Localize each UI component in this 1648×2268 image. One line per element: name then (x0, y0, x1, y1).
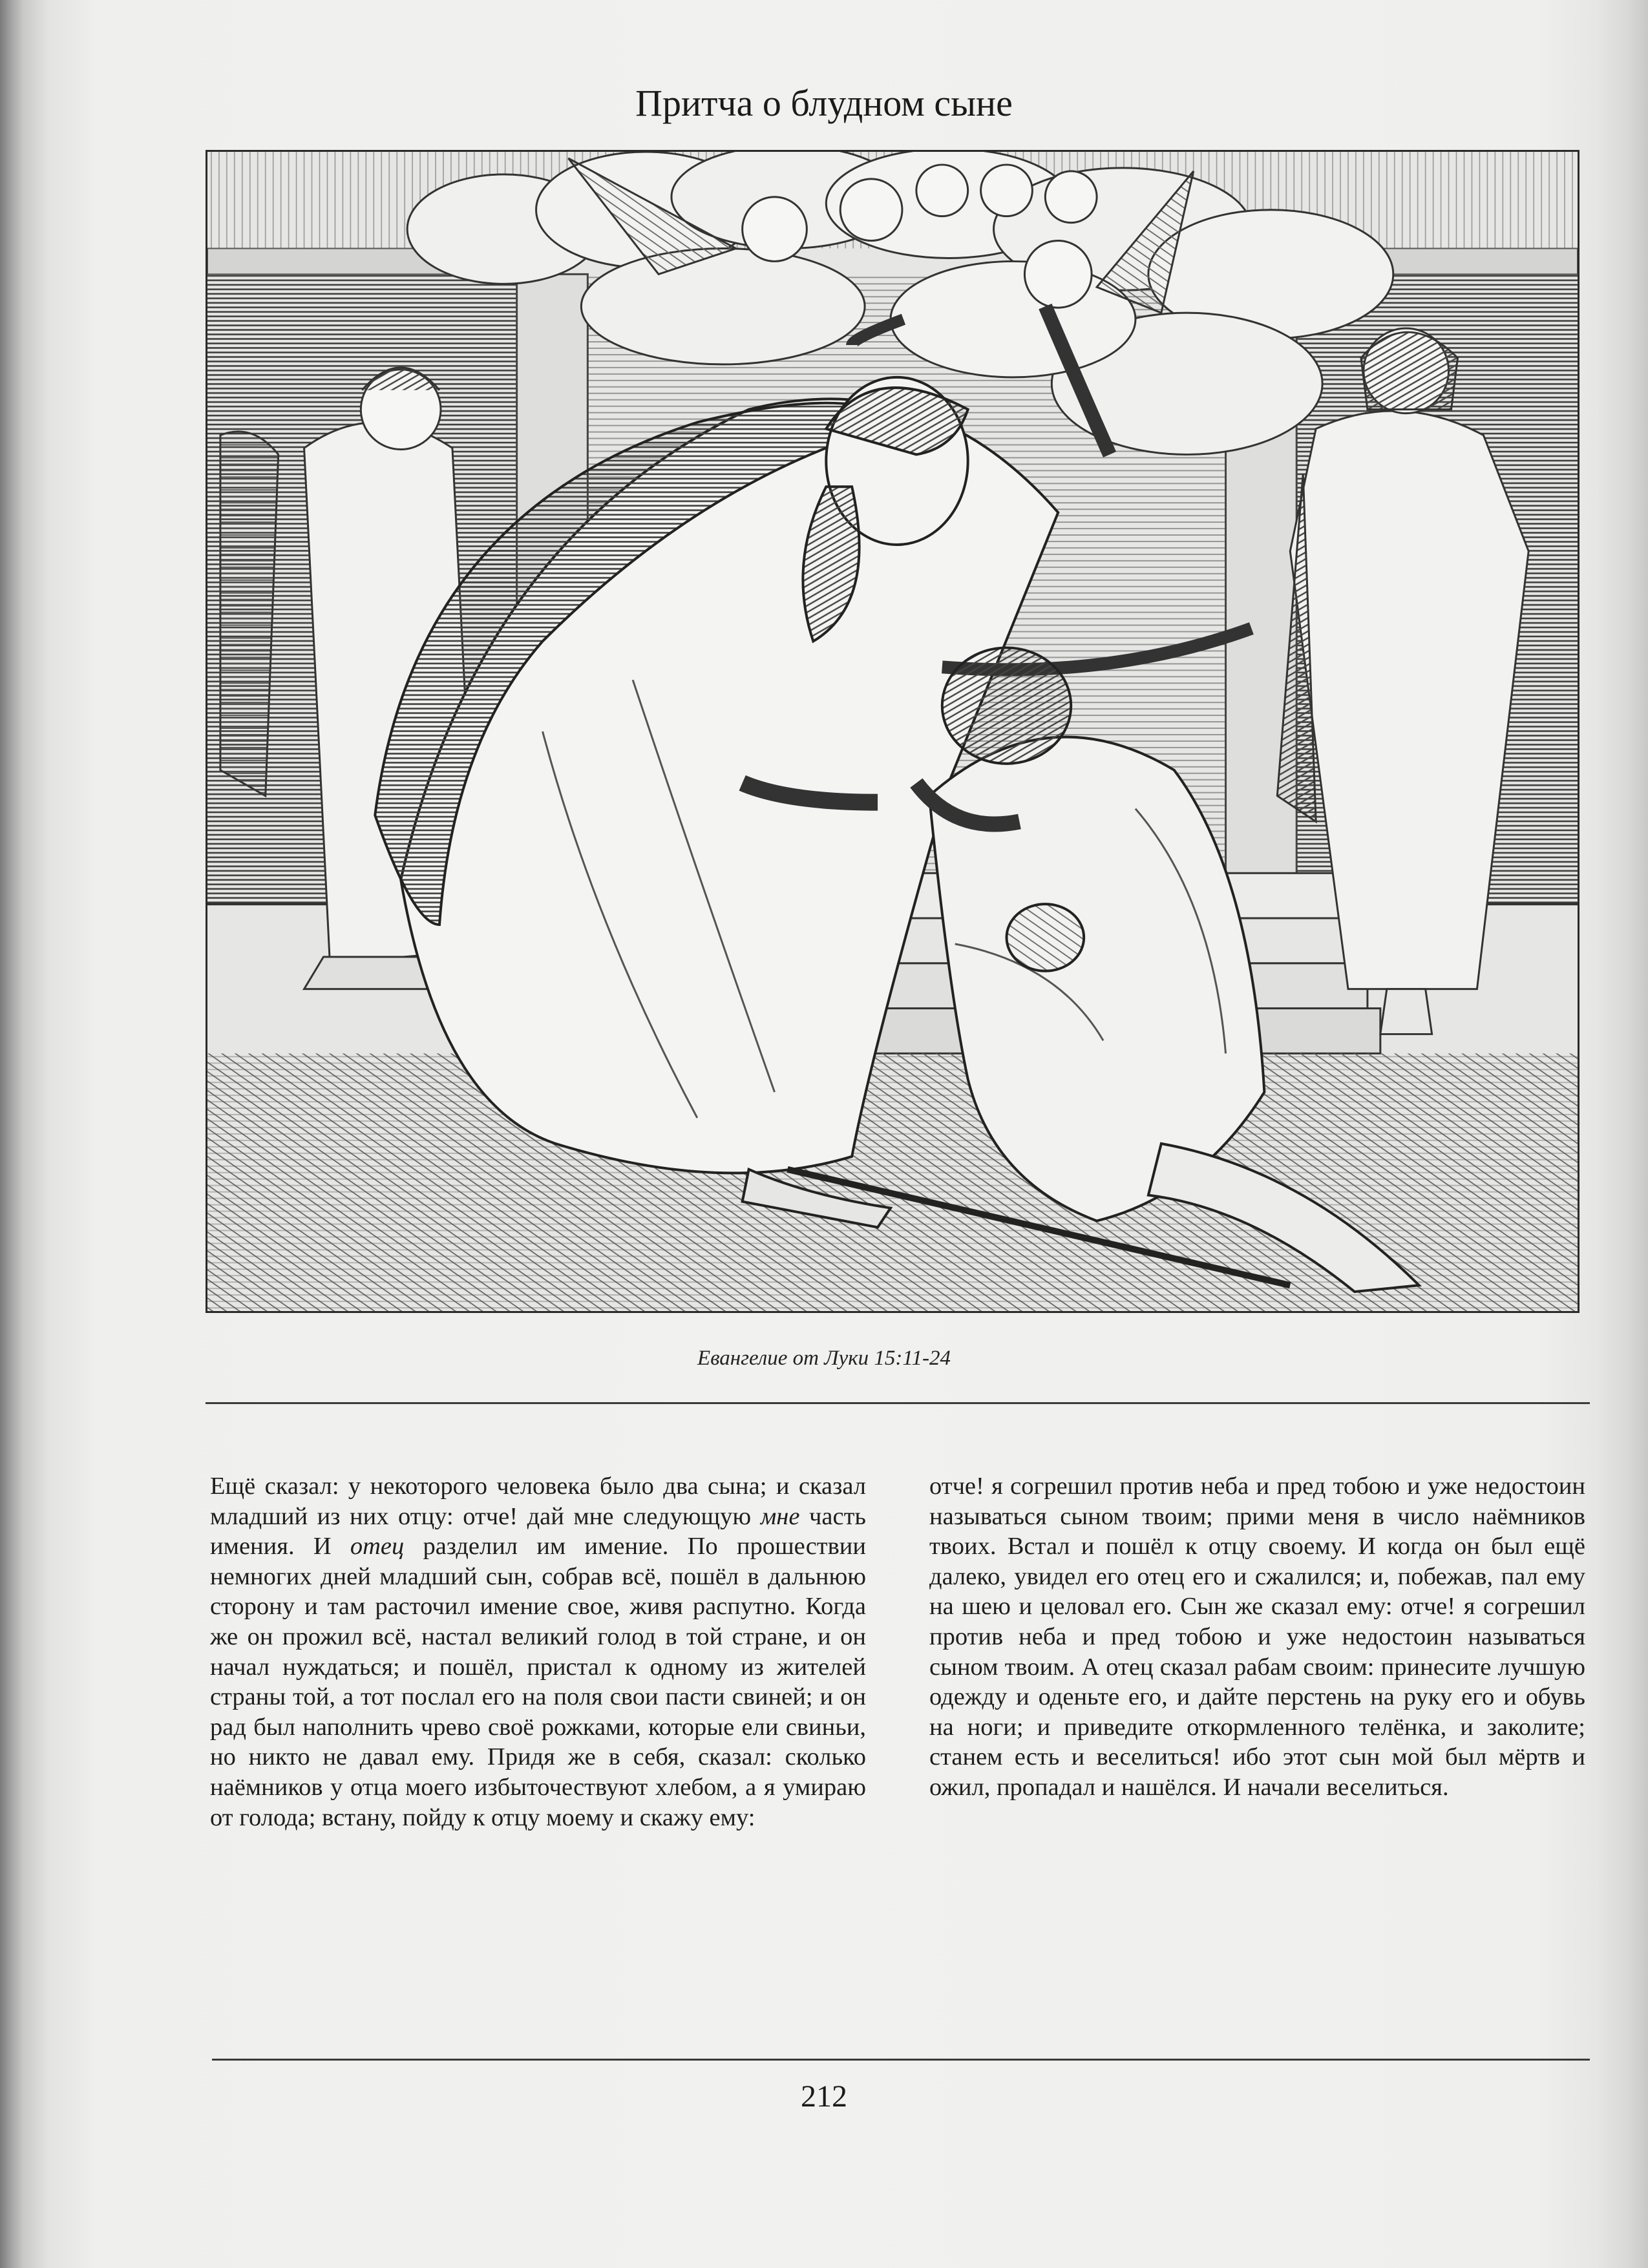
text-column-right: отче! я согрешил против неба и пред тобою и уже недостоин называться сыном твоим; прими меня в число наёмников твоих. Встал и пошёл к отцу своему. И когда он был ещё далеко, увидел его отец его и сжалился; и, побежав, пал ему на шею и целовал его. Сын же сказал ему: отче! я согрешил против неба и пред тобою и уже недостоин называться сыном твоим. А отец сказал рабам своим: принесите лучшую одежду и оденьте его, и дайте перстень на руку его и обувь на ноги; и приведите откормленного телёнка, и заколите; станем есть и веселиться! ибо этот сын мой был мёртв и ожил, пропадал и нашёлся. И начали веселиться. (929, 1473, 1585, 1801)
left-text-part-1: Ещё сказал: у некоторого человека было два сына; и сказал младший из них отцу: отче! дай мне следующую (210, 1473, 866, 1530)
left-text-emphasis-1: мне (760, 1502, 800, 1530)
left-text-emphasis-2: отец (350, 1533, 405, 1560)
left-text-part-3: разделил им имение. По прошествии немногих дней младший сын, собрав всё, пошёл в дальнюю сторону и там расточил имение свое, живя распутно. Когда же он прожил всё, настал великий голод в той стране, и он начал нуждаться; и пошёл, пристал к одному из жителей страны той, а тот послал его на поля свои пасти свиней; и он рад был наполнить чрево своё рожками, которые ели свиньи, но никто не давал ему. Придя же в себя, сказал: сколько наёмников у отца моего избыточествуют хлебом, а я умираю от голода; встану, пойду к отцу моему и скажу ему: (210, 1533, 866, 1831)
page-title: Притча о блудном сыне (635, 82, 1013, 124)
illustration-caption: Евангелие от Луки 15:11-24 (697, 1347, 951, 1370)
bottom-divider (212, 2059, 1590, 2061)
engraving-illustration (206, 150, 1579, 1313)
page-number: 212 (801, 2079, 847, 2114)
top-divider (206, 1402, 1590, 1404)
left-text-part-2: часть имения. И (210, 1502, 866, 1560)
text-column-left (210, 1471, 866, 1832)
